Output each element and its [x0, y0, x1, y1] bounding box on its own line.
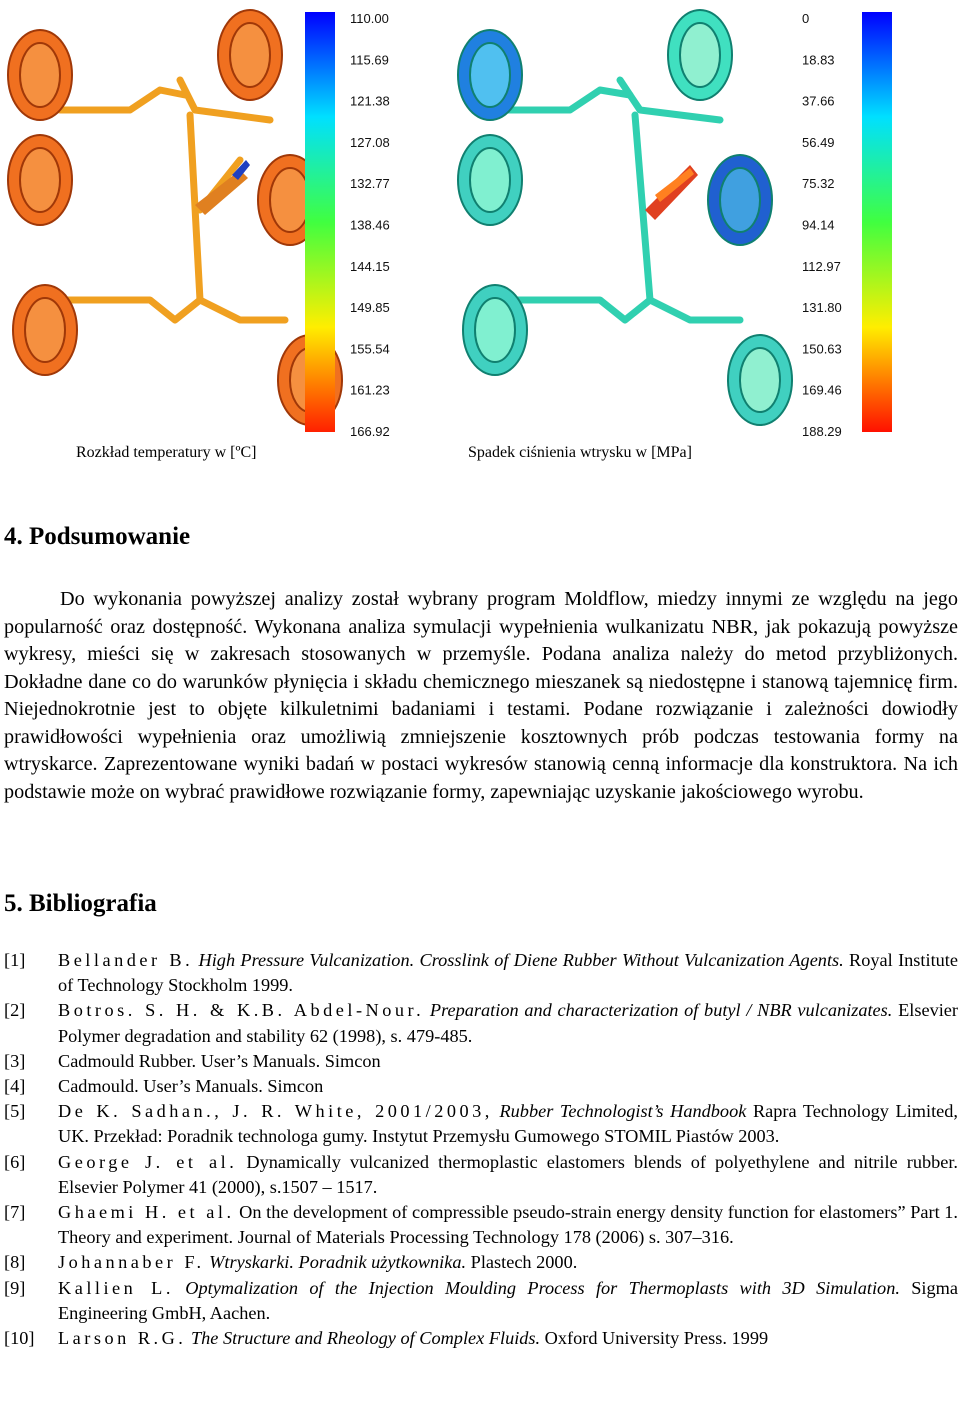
reference-number: [6]: [4, 1151, 26, 1172]
right-cavities: [458, 10, 792, 425]
right-scale-label: 94.14: [802, 217, 835, 233]
reference-details: On the development of compressible pseudo-strain energy density function for elastomers” Part 1. Theory and experiment. Journal of Materials Processing Technology 178 (2006) s. 307–316.: [58, 1202, 958, 1248]
right-scale-label: 18.83: [802, 52, 835, 68]
reference-number: [10]: [4, 1328, 35, 1349]
reference-item: [4, 1326, 958, 1351]
reference-number: [2]: [4, 1000, 26, 1021]
reference-details: Royal Institute of Technology Stockholm 1999.: [58, 950, 958, 996]
reference-details: Cadmould Rubber. User’s Manuals. Simcon: [58, 1050, 381, 1071]
reference-item: [4, 1150, 958, 1200]
reference-item: [4, 1049, 958, 1074]
reference-details: Sigma Engineering GmbH, Aachen.: [58, 1277, 958, 1323]
left-scale-label: 144.15: [350, 258, 390, 274]
reference-details: Plastech 2000.: [466, 1252, 578, 1273]
right-sprue: [645, 165, 698, 220]
reference-author: Larson R.G.: [58, 1328, 187, 1349]
reference-number: [1]: [4, 950, 26, 970]
reference-list: [4, 948, 958, 1351]
left-scale-label: 138.46: [350, 217, 390, 233]
left-sprue: [195, 160, 250, 215]
right-scale-label: 37.66: [802, 93, 835, 109]
right-scale-label: 56.49: [802, 134, 835, 150]
summary-paragraph: Do wykonania powyższej analizy został wybrany program Moldflow, miedzy innymi ze względu na jego popularność oraz dostępność. Wykonana analiza symulacji wypełnienia wulkanizatu NBR, jak pokazują powyższe wykresy, mieści się w zakresach stosowanych w przemyśle. Podana analiza należy do metod przybliżonych. Dokładne dane co do warunków płynięcia i składu chemicznego mieszanek są niedostępne i stanową tajemnicę firm. Niejednokrotnie jest to objęte kilkuletnimi badaniami i testami. Podane rozwiązanie i zależności dowiodły prawidłowości wypełnienia oraz umożliwią zmniejszenie kosztownych prób podczas testowania formy na wtryskarce. Zaprezentowane wyniki badań w postaci wykresów stanowią cenną informacje dla konstruktora. Na ich podstawie może on wybrać prawidłowe rozwiązanie formy, zapewniając uzyskanie jakościowego wyrobu.: [4, 588, 958, 803]
reference-item: [4, 948, 958, 998]
right-runner-system: [500, 80, 740, 320]
reference-title: High Pressure Vulcanization. Crosslink of Diene Rubber Without Vulcanization Agents.: [198, 950, 844, 970]
reference-title: Rubber Technologist’s Handbook: [499, 1101, 747, 1122]
right-scale-label: 112.97: [802, 258, 841, 274]
left-scale-label: 161.23: [350, 382, 390, 398]
simulation-graphics: [0, 0, 960, 440]
right-scale-label: 150.63: [802, 341, 842, 357]
left-scale-label: 149.85: [350, 300, 390, 316]
left-scale-label: 127.08: [350, 134, 390, 150]
reference-title: Preparation and characterization of butyl / NBR vulcanizates.: [429, 1000, 893, 1021]
reference-details: Dynamically vulcanized thermoplastic elastomers blends of polyethylene and nitrile rubber. Elsevier Polymer 41 (2000), s.1507 – 1517.: [58, 1151, 959, 1197]
left-color-scale: [305, 12, 335, 432]
reference-title: Optymalization of the Injection Moulding Process for Thermoplasts with 3D Simulation.: [185, 1277, 900, 1298]
left-scale-label: 155.54: [350, 341, 390, 357]
left-scale-labels: [350, 11, 390, 439]
reference-details: Oxford University Press. 1999: [540, 1328, 769, 1349]
left-scale-label: 115.69: [350, 52, 389, 68]
left-cavities: [8, 10, 342, 425]
reference-details: Rapra Technology Limited, UK. Przekład: Poradnik technologa gumy. Instytut Przemysłu Gumowego STOMIL Piastów 2003.: [58, 1101, 958, 1147]
heading-summary: 4. Podsumowanie: [4, 523, 191, 550]
reference-item: [4, 1250, 958, 1275]
right-scale-label: 188.29: [802, 424, 842, 439]
reference-item: [4, 998, 958, 1048]
left-scale-label: 132.77: [350, 176, 390, 192]
reference-item: [4, 1074, 958, 1099]
caption-temperature: Rozkład temperatury w [ºC]: [76, 444, 257, 461]
simulation-figure: [0, 0, 960, 470]
heading-bibliography: 5. Bibliografia: [4, 890, 157, 917]
reference-title: Wtryskarki. Poradnik użytkownika.: [209, 1252, 467, 1273]
reference-number: [8]: [4, 1252, 26, 1273]
reference-title: The Structure and Rheology of Complex Fluids.: [190, 1328, 541, 1349]
reference-author: Kallien L.: [58, 1277, 174, 1298]
right-scale-labels: [802, 11, 842, 439]
reference-item: [4, 1200, 958, 1250]
reference-author: Bellander B.: [58, 950, 194, 970]
left-scale-label: 110.00: [350, 11, 389, 26]
reference-item: [4, 1099, 958, 1149]
reference-number: [5]: [4, 1101, 26, 1122]
reference-author: Johannaber F.: [58, 1252, 205, 1273]
right-scale-label: 0: [802, 11, 810, 26]
right-scale-label: 75.32: [802, 176, 835, 192]
reference-details: Cadmould. User’s Manuals. Simcon: [58, 1076, 324, 1097]
reference-author: Ghaemi H. et al.: [58, 1202, 235, 1223]
reference-author: De K. Sadhan., J. R. White, 2001/2003,: [58, 1101, 493, 1122]
left-runner-system: [60, 80, 285, 320]
reference-details: Elsevier Polymer degradation and stability 62 (1998), s. 479-485.: [58, 1000, 958, 1046]
right-scale-label: 169.46: [802, 382, 842, 398]
reference-item: [4, 1276, 958, 1326]
right-color-scale: [862, 12, 892, 432]
left-scale-label: 166.92: [350, 424, 390, 439]
reference-number: [3]: [4, 1050, 26, 1071]
reference-author: George J. et al.: [58, 1151, 238, 1172]
reference-author: Botros. S. H. & K.B. Abdel-Nour.: [58, 1000, 425, 1021]
left-scale-label: 121.38: [350, 93, 390, 109]
right-scale-label: 131.80: [802, 300, 842, 316]
reference-number: [9]: [4, 1277, 26, 1298]
caption-pressure: Spadek ciśnienia wtrysku w [MPa]: [468, 444, 692, 461]
reference-number: [4]: [4, 1076, 26, 1097]
reference-number: [7]: [4, 1202, 26, 1223]
